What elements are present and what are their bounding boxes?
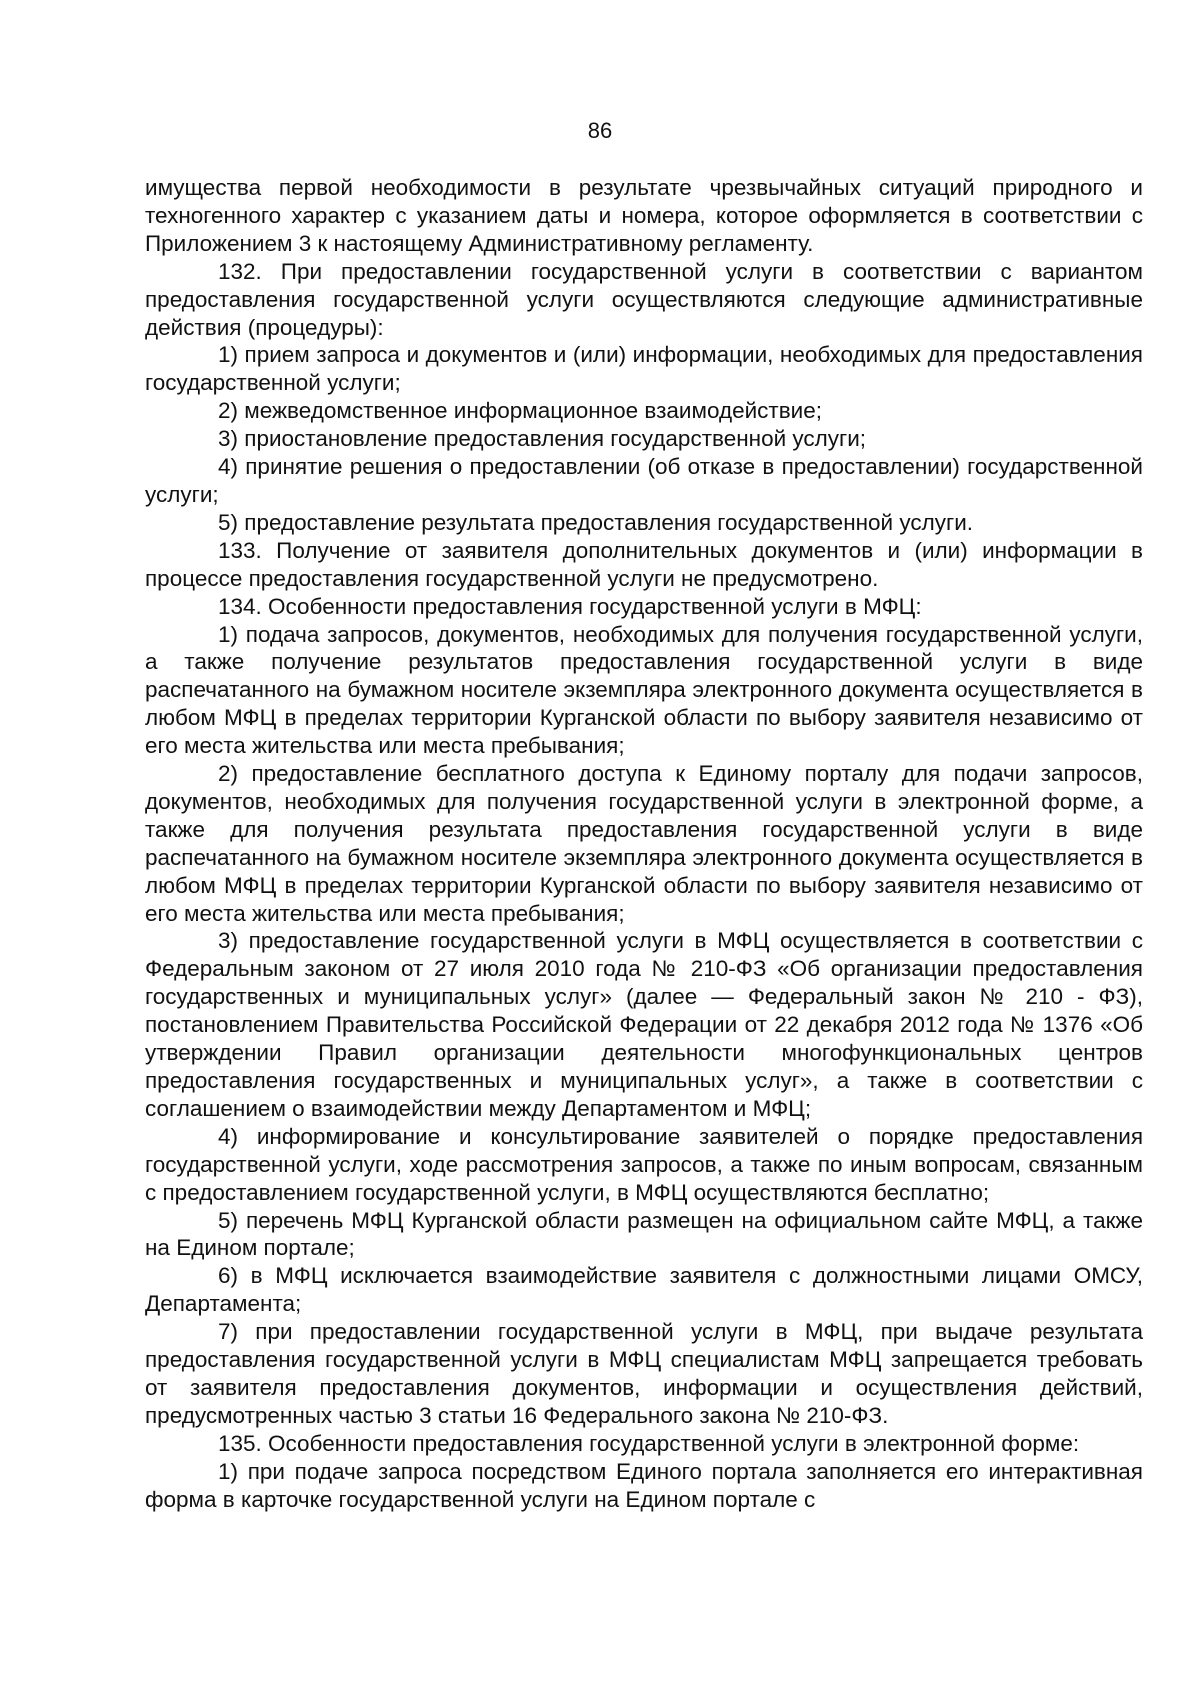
paragraph-134-item-2: 2) предоставление бесплатного доступа к Единому порталу для подачи запросов, документов, необходимых для получения государственной услуги в электронной форме, а также для получения результата предоставления государственной услуги в виде распечатанного на бумажном носителе экземпляра электронного документа осуществляется в любом МФЦ в пределах территории Курганской области по выбору заявителя независимо от его места жительства или места пребывания; [145,761,1143,926]
paragraph-132-item-1: 1) прием запроса и документов и (или) информации, необходимых для предоставления государственной услуги; [145,342,1143,396]
paragraph-132-item-2: 2) межведомственное информационное взаимодействие; [218,398,823,424]
paragraph-135-item-1: 1) при подаче запроса посредством Единого портала заполняется его интерактивная форма в карточке государственной услуги на Едином портале с [145,1458,1143,1512]
paragraph-133: 133. Получение от заявителя дополнительных документов и (или) информации в процессе предоставления государственной услуги не предусмотрено. [145,537,1143,591]
paragraph-134-item-7: 7) при предоставлении государственной услуги в МФЦ, при выдаче результата предоставления государственной услуги в МФЦ специалистам МФЦ запрещается требовать от заявителя предоставления документов, информации и осуществления действий, предусмотренных частью 3 статьи 16 Федерального закона № 210-ФЗ. [145,1319,1143,1428]
paragraph-134-item-3: 3) предоставление государственной услуги в МФЦ осуществляется в соответствии с Федеральным законом от 27 июля 2010 года № 210-ФЗ «Об организации предоставления государственных и муниципальных услуг» (далее — Федеральный закон № 210 - ФЗ), постановлением Правительства Российской Федерации от 22 декабря 2012 года № 1376 «Об утверждении Правил организации деятельности многофункциональных центров предоставления государственных и муниципальных услуг», а также в соответствии с соглашением о взаимодействии между Департаментом и МФЦ; [145,928,1143,1121]
paragraph-132-item-4: 4) принятие решения о предоставлении (об отказе в предоставлении) государственной услуги; [145,454,1143,507]
paragraph-continuation: имущества первой необходимости в результате чрезвычайных ситуаций природного и техногенного характер с указанием даты и номера, которое оформляется в соответствии с Приложением 3 к настоящему Административному регламенту. [145,175,1143,256]
paragraph-135: 135. Особенности предоставления государственной услуги в электронной форме: [218,1430,1080,1456]
paragraph-134-item-4: 4) информирование и консультирование заявителей о порядке предоставления государственной услуги, ходе рассмотрения запросов, а также по иным вопросам, связанным с предоставлением государственной услуги, в МФЦ осуществляются бесплатно; [145,1123,1143,1205]
paragraph-134: 134. Особенности предоставления государственной услуги в МФЦ: [218,593,922,619]
paragraph-134-item-5: 5) перечень МФЦ Курганской области размещен на официальном сайте МФЦ, а также на Едином портале; [145,1207,1143,1261]
paragraph-132: 132. При предоставлении государственной услуги в соответствии с вариантом предоставления государственной услуги осуществляются следующие административные действия (процедуры): [145,258,1143,340]
paragraph-132-item-5: 5) предоставление результата предоставления государственной услуги. [218,509,974,535]
paragraph-132-item-3: 3) приостановление предоставления государственной услуги; [218,426,867,452]
paragraph-134-item-6: 6) в МФЦ исключается взаимодействие заявителя с должностными лицами ОМСУ, Департамента; [145,1263,1143,1317]
page-number: 86 [587,118,613,143]
paragraph-134-item-1: 1) подача запросов, документов, необходимых для получения государственной услуги, а также получение результатов предоставления государственной услуги в виде распечатанного на бумажном носителе экземпляра электронного документа осуществляется в любом МФЦ в пределах территории Курганской области по выбору заявителя независимо от его места жительства или места пребывания; [145,621,1143,759]
document-body [145,174,1143,1514]
